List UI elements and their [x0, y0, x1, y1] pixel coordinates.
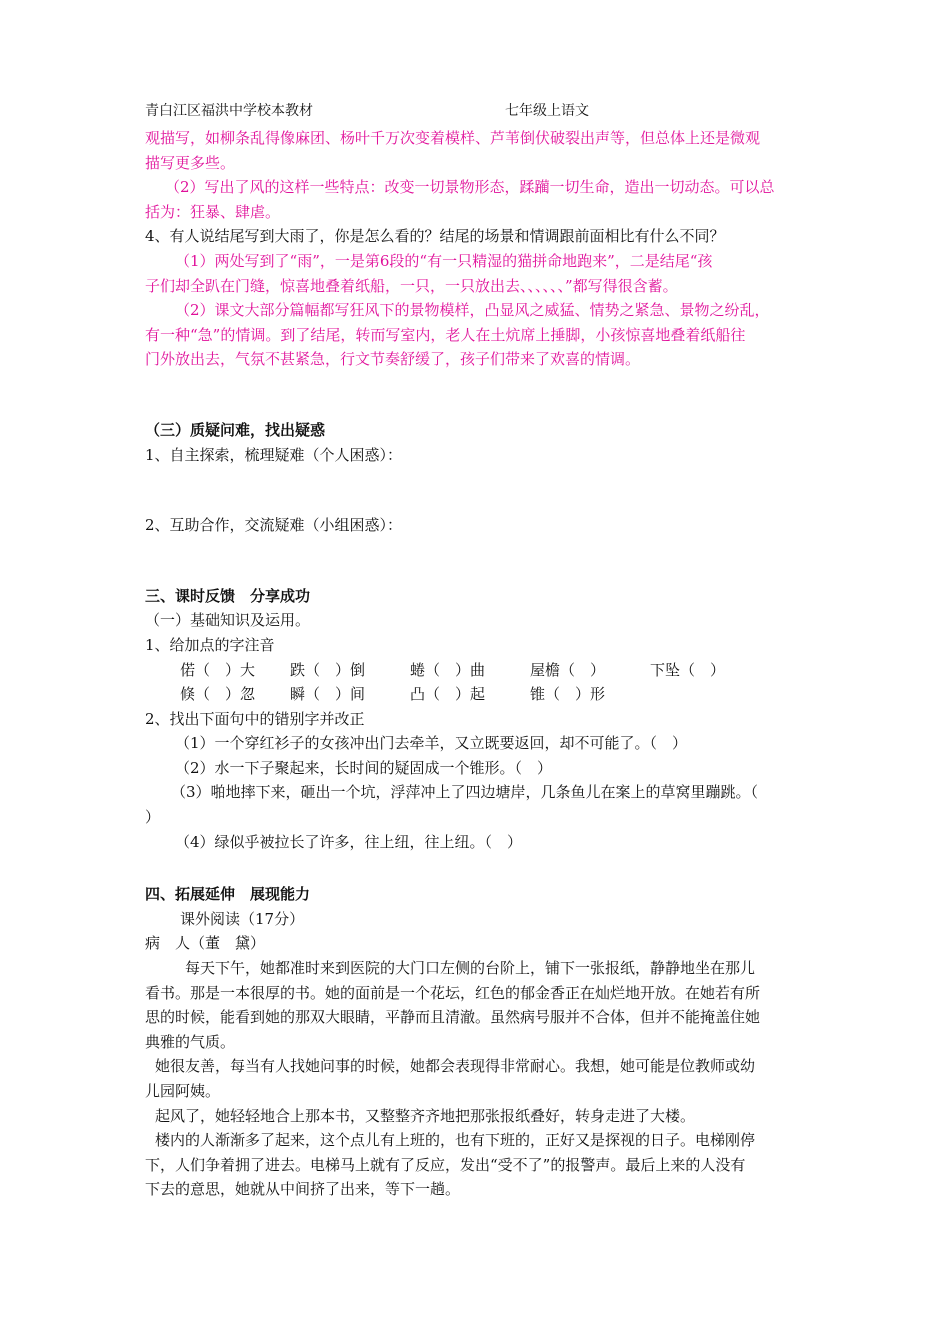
article-line: 每天下午，她都准时来到医院的大门口左侧的台阶上，铺下一张报纸，静静地坐在那儿: [185, 959, 756, 978]
answer-line: 观描写，如柳条乱得像麻团、杨叶千万次变着模样、芦苇倒伏破裂出声等，但总体上还是微观: [145, 129, 761, 147]
text-line: ）: [145, 808, 161, 827]
phonetic-item: 锥（ ）形: [530, 685, 606, 704]
text-line: （1）一个穿红衫子的女孩冲出门去牵羊，又立既要返回，却不可能了。（ ）: [175, 734, 688, 753]
phonetic-item: 跌（ ）倒: [290, 660, 366, 679]
answer-line: （2）写出了风的这样一些特点：改变一切景物形态，蹂躏一切生命，造出一切动态。可以总: [165, 178, 775, 197]
header-school: 青白江区福洪中学校本教材: [145, 103, 313, 119]
article-line: 下去的意思，她就从中间挤了出来，等下一趟。: [145, 1180, 461, 1199]
article-line: 看书。那是一本很厚的书。她的面前是一个花坛，红色的郁金香正在灿烂地开放。在她若有所: [145, 983, 761, 1002]
answer-line: 子们却全趴在门缝，惊喜地叠着纸船，一只，一只放出去、、、、、、”都写得很含蓄。: [145, 276, 678, 295]
article-line: 起风了，她轻轻地合上那本书，又整整齐齐地把那张报纸叠好，转身走进了大楼。: [155, 1106, 696, 1125]
answer-line: 括为：狂暴、肆虐。: [145, 202, 281, 221]
article-line: 典雅的气质。: [145, 1032, 236, 1051]
phonetic-row: [145, 658, 810, 683]
answer-line: 描写更多些。: [145, 153, 236, 172]
phonetic-item: 倏（ ）忽: [180, 685, 256, 704]
section-heading: 三、课时反馈 分享成功: [145, 586, 311, 605]
article-line: 她很友善，每当有人找她问事的时候，她都会表现得非常耐心。我想，她可能是位教师或幼: [155, 1057, 756, 1076]
text-line: 课外阅读（17分）: [180, 909, 305, 928]
document-body: [145, 126, 810, 1202]
text-line: 1、自主探索，梳理疑难（个人困惑）：: [145, 445, 403, 464]
text-line: （4）绿似乎被拉长了许多，往上纽，往上纽。（ ）: [175, 832, 523, 851]
phonetic-item: 屋檐（ ）: [530, 660, 606, 679]
text-line: 2、互助合作，交流疑难（小组困惑）：: [145, 516, 403, 535]
phonetic-item: 瞬（ ）间: [290, 685, 366, 704]
phonetic-item: 下坠（ ）: [650, 660, 726, 679]
phonetic-item: 凸（ ）起: [410, 685, 486, 704]
text-line: 2、找出下面句中的错别字并改正: [145, 709, 365, 728]
text-line: （2）水一下子聚起来，长时间的疑固成一个锥形。（ ）: [175, 758, 553, 777]
article-title: 病 人（董 黛）: [145, 934, 266, 953]
article-line: 下，人们争着拥了进去。电梯马上就有了反应，发出“受不了”的报警声。最后上来的人没有: [145, 1155, 746, 1174]
answer-line: 门外放出去，气氛不甚紧急，行文节奏舒缓了，孩子们带来了欢喜的情调。: [145, 350, 641, 369]
section-heading: （三）质疑问难，找出疑惑: [145, 420, 326, 439]
article-line: 思的时候，能看到她的那双大眼睛，平静而且清澈。虽然病号服并不合体，但并不能掩盖住她: [145, 1008, 761, 1027]
text-line: （3）啪地摔下来，砸出一个坑，浮萍冲上了四边塘岸，几条鱼儿在案上的草窝里蹦跳。（: [171, 783, 759, 802]
section-heading: 四、拓展延伸 展现能力: [145, 885, 311, 904]
question-line: 4、有人说结尾写到大雨了，你是怎么看的？结尾的场景和情调跟前面相比有什么不同？: [145, 227, 725, 246]
answer-line: （1）两处写到了“雨”，一是第6段的“有一只精湿的猫拼命地跑来”，二是结尾“孩: [175, 251, 713, 270]
header-grade: 七年级上语文: [505, 103, 589, 119]
article-line: 儿园阿姨。: [145, 1082, 221, 1100]
text-line: （一）基础知识及运用。: [145, 611, 311, 630]
phonetic-item: 蜷（ ）曲: [410, 660, 486, 679]
text-line: 1、给加点的字注音: [145, 635, 275, 654]
phonetic-row: [145, 682, 810, 707]
answer-line: （2）课文大部分篇幅都写狂风下的景物模样，凸显风之威猛、情势之紧急、景物之纷乱，: [175, 301, 770, 320]
article-line: 楼内的人渐渐多了起来，这个点儿有上班的，也有下班的，正好又是探视的日子。电梯刚停: [155, 1131, 756, 1150]
answer-line: 有一种“急”的情调。到了结尾，转而写室内，老人在土炕席上捶脚，小孩惊喜地叠着纸船往: [145, 325, 746, 344]
phonetic-item: 偌（ ）大: [180, 660, 256, 679]
